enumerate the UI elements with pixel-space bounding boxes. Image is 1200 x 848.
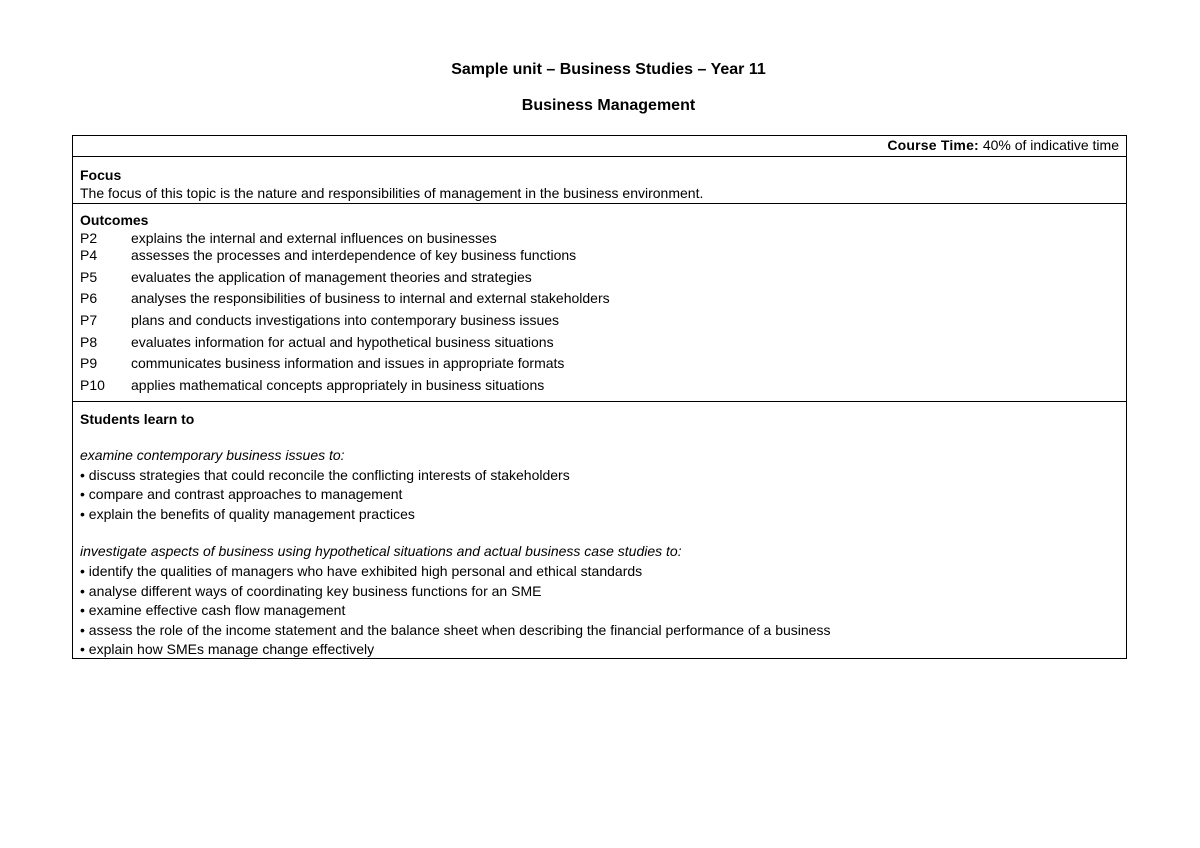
- outcome-item: [80, 333, 1119, 355]
- course-time-label: Course Time:: [887, 137, 979, 153]
- outcome-code: P6: [80, 290, 98, 307]
- outcome-item: [80, 289, 1119, 311]
- outcome-text: evaluates information for actual and hypothetical business situations: [131, 333, 554, 350]
- outcome-text: plans and conducts investigations into contemporary business issues: [131, 312, 560, 329]
- outcome-text: communicates business information and issues in appropriate formats: [131, 355, 565, 372]
- students-learn-heading: Students learn to: [80, 411, 195, 427]
- outcome-code: P2: [80, 230, 98, 246]
- outcome-item: [80, 354, 1119, 376]
- learn-group-intro: examine contemporary business issues to:: [80, 447, 345, 463]
- focus-row: [73, 156, 1126, 203]
- outcome-text: assesses the processes and interdependence of key business functions: [131, 247, 577, 263]
- outcome-item: [80, 268, 1119, 290]
- learn-bullet: • assess the role of the income statement and the balance sheet when describing the financial performance of a business: [80, 621, 831, 638]
- outcome-item: [80, 311, 1119, 333]
- learn-bullet: • explain the benefits of quality management practices: [80, 505, 415, 522]
- learn-group-intro: investigate aspects of business using hypothetical situations and actual business case studies to:: [80, 543, 682, 560]
- learn-bullet: • compare and contrast approaches to management: [80, 486, 403, 503]
- outcome-code: P9: [80, 355, 98, 372]
- outcome-code: P8: [80, 333, 98, 350]
- outcome-text: explains the internal and external influences on businesses: [131, 230, 497, 246]
- document-subtitle: Business Management: [521, 97, 696, 114]
- outcomes-heading: Outcomes: [80, 212, 149, 228]
- learn-bullet: • discuss strategies that could reconcile the conflicting interests of stakeholders: [80, 466, 570, 483]
- outcome-code: P10: [80, 377, 105, 394]
- learn-bullet: • identify the qualities of managers who have exhibited high personal and ethical standards: [80, 562, 643, 579]
- students-learn-row: [73, 401, 1126, 658]
- document-title: Sample unit – Business Studies – Year 11: [451, 61, 766, 78]
- learn-bullet: • explain how SMEs manage change effectively: [80, 641, 375, 658]
- outcome-text: evaluates the application of management theories and strategies: [131, 268, 532, 285]
- outcome-item: [80, 229, 1119, 246]
- outcome-text: analyses the responsibilities of business to internal and external stakeholders: [131, 290, 610, 307]
- outcome-code: P5: [80, 268, 98, 285]
- focus-heading: Focus: [80, 167, 122, 183]
- course-time-row: [73, 136, 1126, 156]
- outcome-item: [80, 376, 1119, 398]
- focus-text: The focus of this topic is the nature and responsibilities of management in the business environment.: [80, 185, 704, 201]
- outcomes-row: [73, 203, 1126, 401]
- outcome-item: [80, 246, 1119, 268]
- outcome-code: P4: [80, 247, 98, 263]
- learn-bullet: • examine effective cash flow management: [80, 602, 346, 619]
- outcome-text: applies mathematical concepts appropriately in business situations: [131, 377, 545, 394]
- outcome-code: P7: [80, 312, 98, 329]
- learn-bullet: • analyse different ways of coordinating key business functions for an SME: [80, 582, 542, 599]
- unit-table: [72, 135, 1127, 659]
- course-time-value: 40% of indicative time: [982, 137, 1119, 153]
